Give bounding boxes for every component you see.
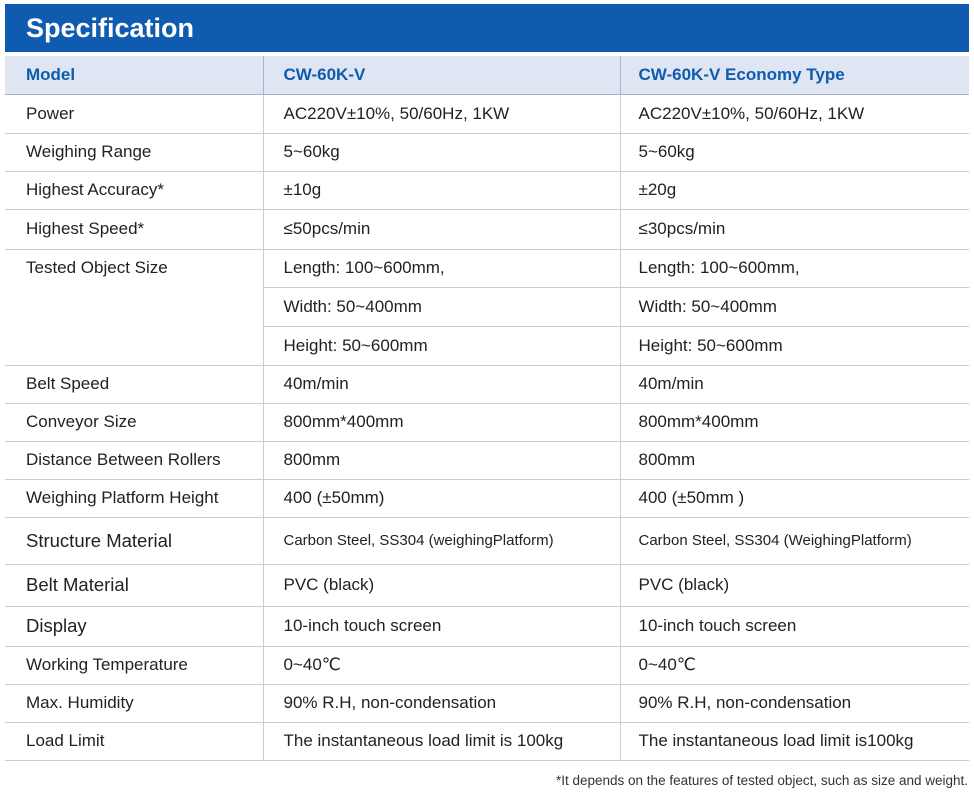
table-row	[5, 564, 969, 606]
table-row	[5, 606, 969, 646]
column-header-cw-60k-v: CW-60K-V	[263, 56, 620, 94]
row-label: Working Temperature	[5, 646, 263, 684]
row-label: Max. Humidity	[5, 684, 263, 722]
row-label: Conveyor Size	[5, 403, 263, 441]
cell-cw-60k-v: The instantaneous load limit is 100kg	[263, 722, 620, 760]
cell-economy-type: 10-inch touch screen	[620, 606, 969, 646]
cell-economy-type: 40m/min	[620, 365, 969, 403]
cell-cw-60k-v: Height: 50~600mm	[263, 326, 620, 365]
row-label: Belt Material	[5, 564, 263, 606]
cell-economy-type: ≤30pcs/min	[620, 209, 969, 249]
cell-cw-60k-v: 10-inch touch screen	[263, 606, 620, 646]
cell-economy-type: The instantaneous load limit is100kg	[620, 722, 969, 760]
cell-cw-60k-v: 400 (±50mm)	[263, 479, 620, 517]
cell-cw-60k-v: 800mm	[263, 441, 620, 479]
cell-economy-type: ±20g	[620, 171, 969, 209]
cell-economy-type: 800mm	[620, 441, 969, 479]
column-header-model: Model	[5, 56, 263, 94]
cell-cw-60k-v: Length: 100~600mm,	[263, 249, 620, 287]
table-row	[5, 209, 969, 249]
cell-cw-60k-v: AC220V±10%, 50/60Hz, 1KW	[263, 94, 620, 133]
section-header	[5, 4, 969, 52]
cell-economy-type: 5~60kg	[620, 133, 969, 171]
row-label: Belt Speed	[5, 365, 263, 403]
table-row	[5, 441, 969, 479]
cell-cw-60k-v: Width: 50~400mm	[263, 287, 620, 326]
cell-economy-type: 800mm*400mm	[620, 403, 969, 441]
footnote: *It depends on the features of tested object, such as size and weight.	[555, 773, 968, 788]
cell-cw-60k-v: ≤50pcs/min	[263, 209, 620, 249]
table-row	[5, 403, 969, 441]
row-label: Display	[5, 606, 263, 646]
row-label: Weighing Range	[5, 133, 263, 171]
row-label: Tested Object Size	[26, 258, 168, 278]
table-row	[5, 722, 969, 760]
cell-cw-60k-v: PVC (black)	[263, 564, 620, 606]
row-label: Highest Speed*	[5, 209, 263, 249]
cell-economy-type: PVC (black)	[620, 564, 969, 606]
table-row	[5, 365, 969, 403]
row-label	[5, 287, 263, 326]
row-label: Load Limit	[5, 722, 263, 760]
cell-cw-60k-v: 40m/min	[263, 365, 620, 403]
cell-economy-type: Carbon Steel, SS304 (WeighingPlatform)	[620, 517, 969, 564]
cell-cw-60k-v: ±10g	[263, 171, 620, 209]
row-label: Power	[5, 94, 263, 133]
table-row	[5, 646, 969, 684]
cell-economy-type: Width: 50~400mm	[620, 287, 969, 326]
cell-economy-type: 0~40℃	[620, 646, 969, 684]
cell-cw-60k-v: 5~60kg	[263, 133, 620, 171]
row-label: Weighing Platform Height	[5, 479, 263, 517]
cell-cw-60k-v: 0~40℃	[263, 646, 620, 684]
cell-economy-type: AC220V±10%, 50/60Hz, 1KW	[620, 94, 969, 133]
cell-economy-type: 400 (±50mm )	[620, 479, 969, 517]
column-header-economy-type: CW-60K-V Economy Type	[620, 56, 969, 94]
table-row	[5, 249, 969, 287]
table-row	[5, 517, 969, 564]
cell-economy-type: Length: 100~600mm,	[620, 249, 969, 287]
section-title: Specification	[26, 13, 195, 43]
table-row	[5, 171, 969, 209]
row-label	[5, 326, 263, 365]
row-label: Highest Accuracy*	[5, 171, 263, 209]
table-row	[5, 94, 969, 133]
cell-economy-type: 90% R.H, non-condensation	[620, 684, 969, 722]
cell-economy-type: Height: 50~600mm	[620, 326, 969, 365]
table-row	[5, 479, 969, 517]
specification-table	[5, 56, 969, 761]
row-label: Distance Between Rollers	[5, 441, 263, 479]
row-label: Structure Material	[5, 517, 263, 564]
table-row	[5, 684, 969, 722]
cell-cw-60k-v: 90% R.H, non-condensation	[263, 684, 620, 722]
table-row	[5, 287, 969, 326]
cell-cw-60k-v: Carbon Steel, SS304 (weighingPlatform)	[263, 517, 620, 564]
table-row	[5, 326, 969, 365]
cell-cw-60k-v: 800mm*400mm	[263, 403, 620, 441]
table-row	[5, 133, 969, 171]
table-header-row	[5, 56, 969, 94]
